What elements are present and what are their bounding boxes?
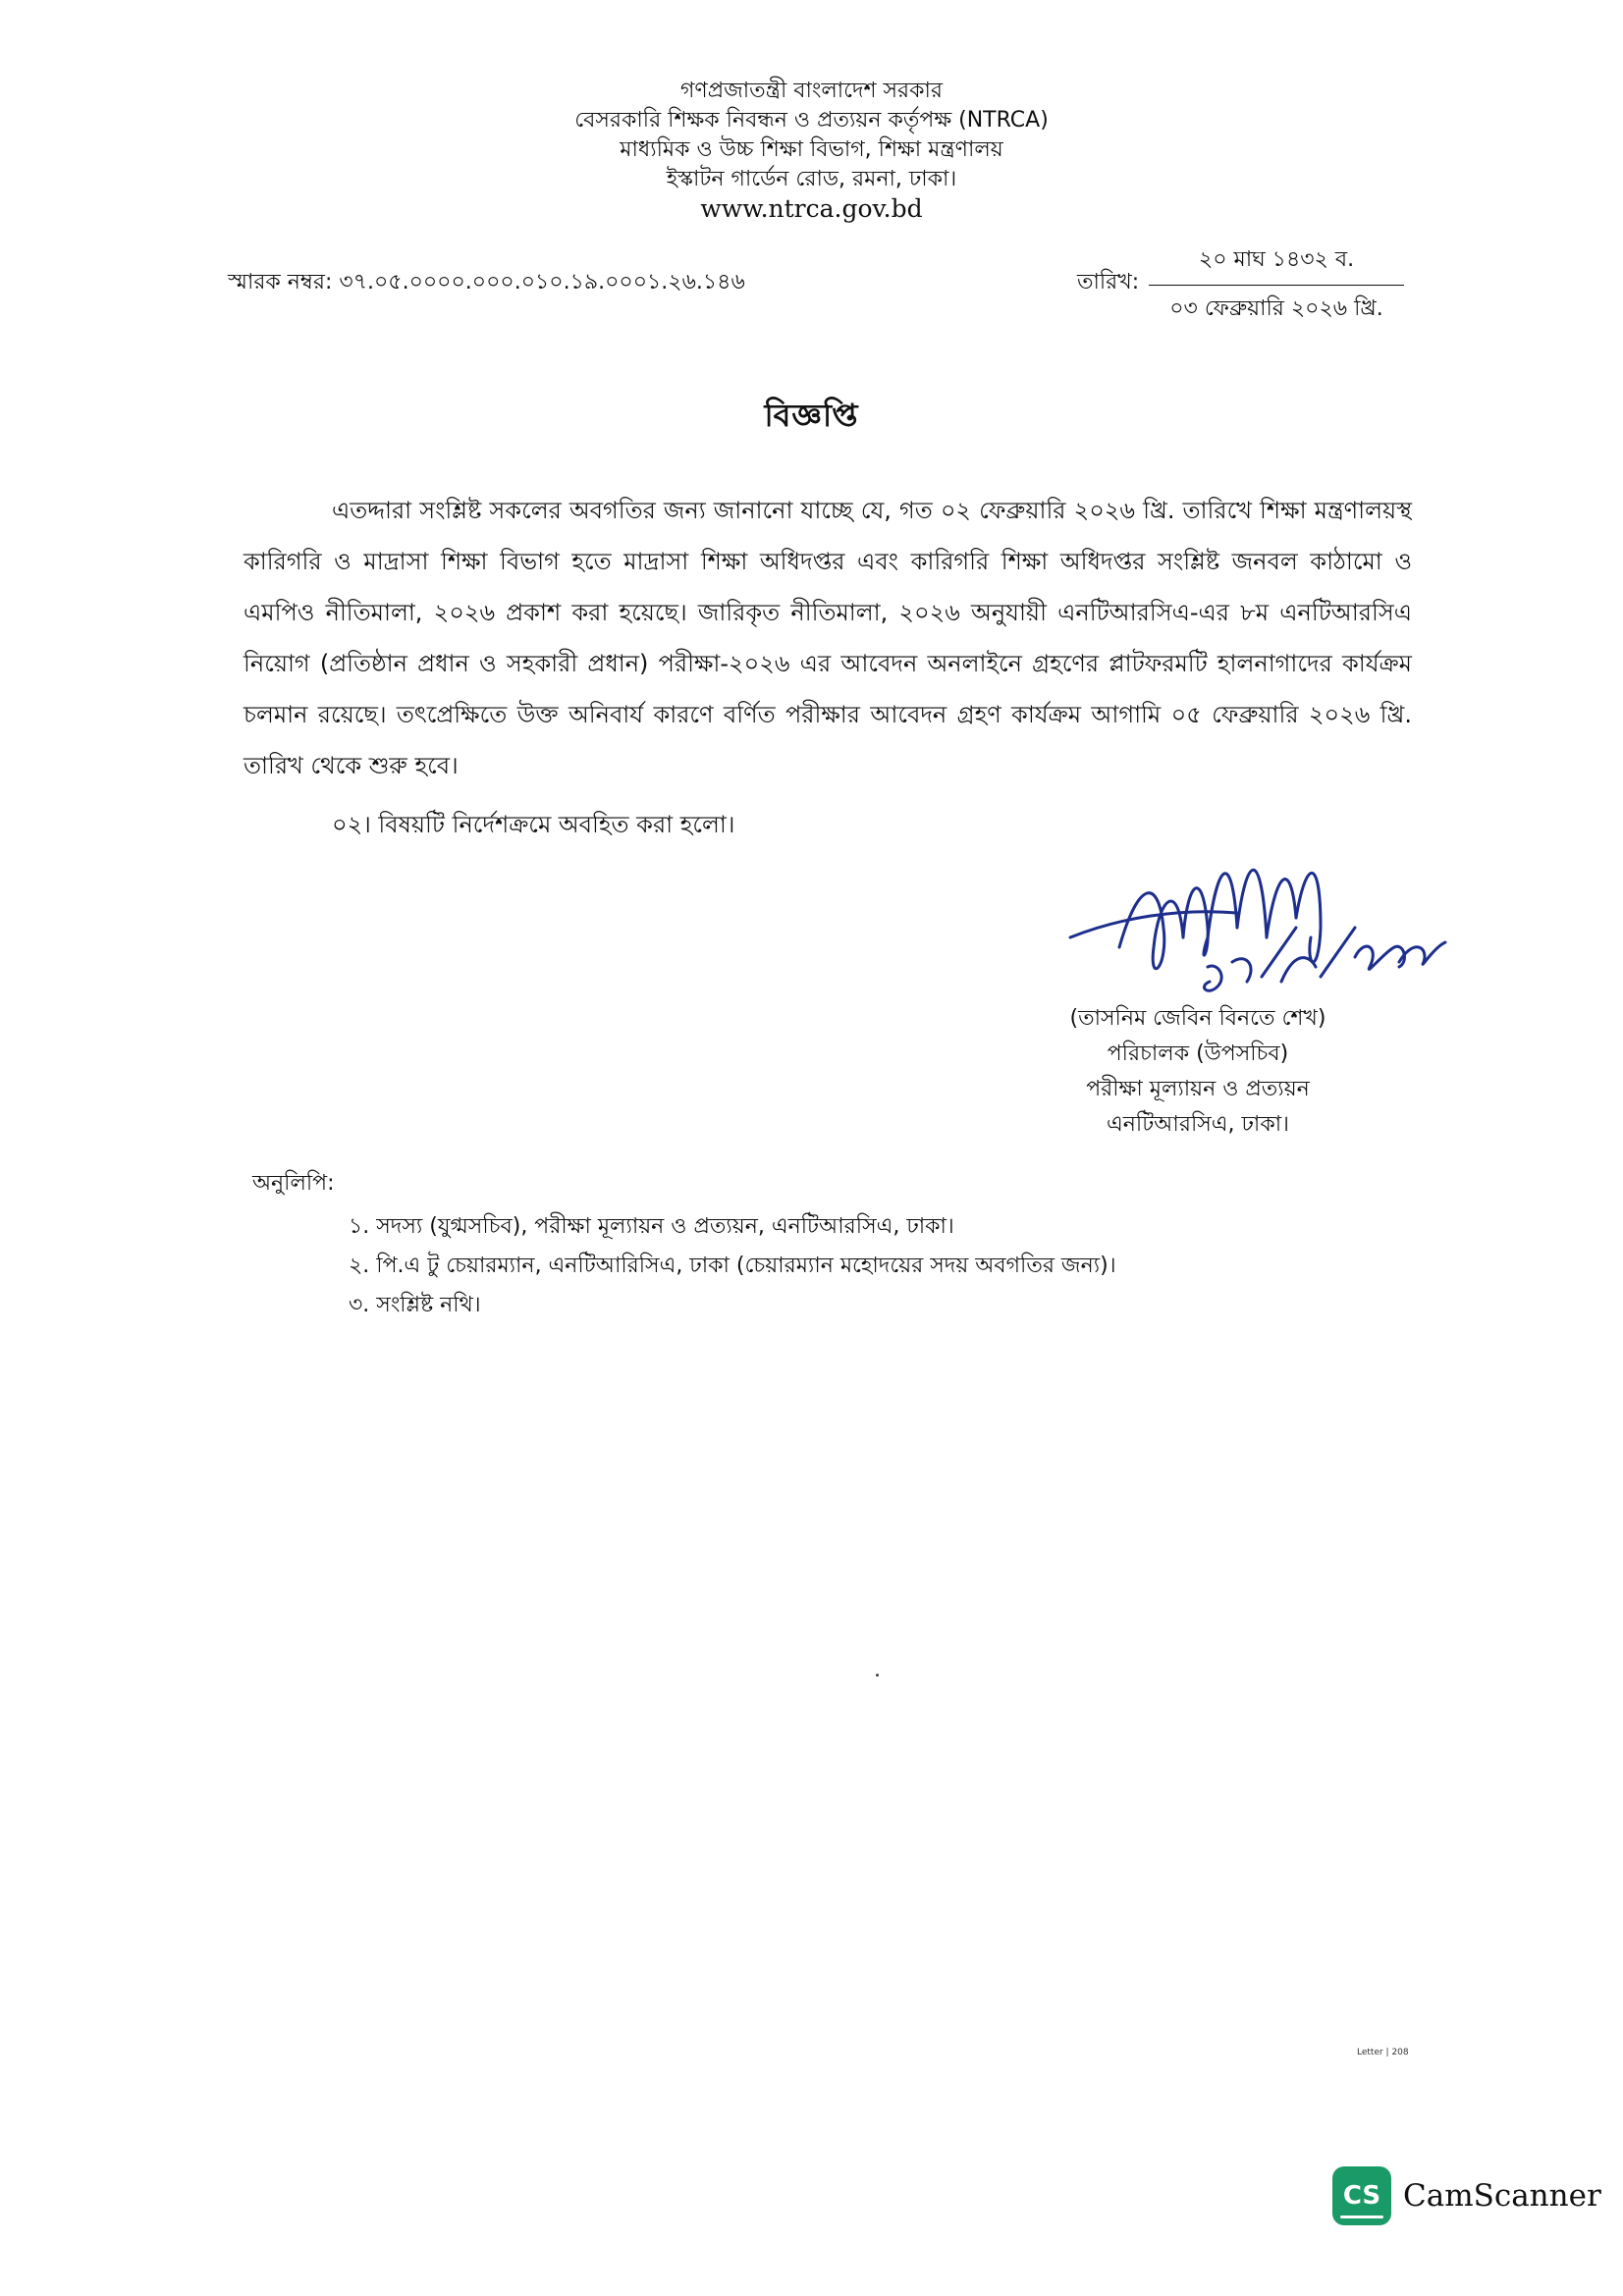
signatory-designation: পরিচালক (উপসচিব) xyxy=(1107,1041,1289,1066)
office-address: ইস্কাটন গার্ডেন রোড, রমনা, ঢাকা। xyxy=(666,167,957,191)
authority-name: বেসরকারি শিক্ষক নিবন্ধন ও প্রত্যয়ন কর্তৃপক্ষ (NTRCA) xyxy=(574,108,1049,133)
date-bangla: ২০ মাঘ ১৪৩২ ব. xyxy=(1149,242,1404,286)
notice-paragraph-2: ০২। বিষয়টি নির্দেশক্রমে অবহিত করা হলো। xyxy=(332,811,735,838)
memo-number: স্মারক নম্বর: ৩৭.০৫.০০০০.০০০.০১০.১৯.০০০১.২৬.১৪৬ xyxy=(228,270,745,294)
notice-paragraph-1: এতদ্দারা সংশ্লিষ্ট সকলের অবগতির জন্য জানানো যাচ্ছে যে, গত ০২ ফেব্রুয়ারি ২০২৬ খ্রি. তারিখে শিক্ষা মন্ত্রণালয়স্থ কারিগরি ও মাদ্রাসা শিক্ষা বিভাগ হতে মাদ্রাসা শিক্ষা অধিদপ্তর এবং কারিগরি শিক্ষা অধিদপ্তর সংশ্লিষ্ট জনবল কাঠামো ও এমপিও নীতিমালা, ২০২৬ প্রকাশ করা হয়েছে। জারিকৃত নীতিমালা, ২০২৬ অনুযায়ী এনটিআরসিএ-এর ৮ম এনটিআরসিএ নিয়োগ (প্রতিষ্ঠান প্রধান ও সহকারী প্রধান) পরীক্ষা-২০২৬ এর আবেদন অনলাইনে গ্রহণের প্লাটফরমটি হালনাগাদের কার্যক্রম চলমান রয়েছে। তৎপ্রেক্ষিতে উক্ত অনিবার্য কারণে বর্ণিত পরীক্ষার আবেদন গ্রহণ কার্যক্রম আগামি ০৫ ফেব্রুয়ারি ২০২৬ খ্রি. তারিখ থেকে শুরু হবে। xyxy=(243,497,1412,779)
scan-speck xyxy=(876,1674,879,1677)
signatory-department: পরীক্ষা মূল্যায়ন ও প্রত্যয়ন xyxy=(1086,1077,1310,1101)
letter-footer-mark: Letter | 208 xyxy=(1357,2048,1409,2057)
copy-list xyxy=(349,1207,1116,1325)
camscanner-watermark xyxy=(1332,2166,1601,2225)
website-link[interactable]: www.ntrca.gov.bd xyxy=(700,194,923,223)
date-block xyxy=(1149,242,1404,328)
letterhead xyxy=(0,77,1623,224)
copy-item: ২. পি.এ টু চেয়ারম্যান, এনটিআরিসিএ, ঢাকা (চেয়ারম্যান মহোদয়ের সদয় অবগতির জন্য)। xyxy=(349,1254,1116,1278)
date-english: ০৩ ফেব্রুয়ারি ২০২৬ খ্রি. xyxy=(1169,296,1383,321)
date-label: তারিখ: xyxy=(1077,270,1140,294)
copy-label: অনুলিপি: xyxy=(252,1171,335,1196)
camscanner-logo-icon: CS xyxy=(1332,2166,1391,2225)
copy-item: ১. সদস্য (যুগ্মসচিব), পরীক্ষা মূল্যায়ন ও প্রত্যয়ন, এনটিআরসিএ, ঢাকা। xyxy=(349,1214,954,1239)
notice-title: বিজ্ঞপ্তি xyxy=(764,397,859,434)
camscanner-brand: CamScanner xyxy=(1403,2178,1601,2214)
copy-item: ৩. সংশ্লিষ্ট নথি। xyxy=(349,1293,481,1317)
signatory-office: এনটিআরসিএ, ঢাকা। xyxy=(1107,1112,1289,1137)
ministry-division: মাধ্যমিক ও উচ্চ শিক্ষা বিভাগ, শিক্ষা মন্ত্রণালয় xyxy=(620,137,1003,162)
signatory-name: (তাসনিম জেবিন বিনতে শেখ) xyxy=(1069,1006,1326,1031)
government-name: গণপ্রজাতন্ত্রী বাংলাদেশ সরকার xyxy=(679,79,944,103)
signatory-block xyxy=(1001,1001,1394,1143)
